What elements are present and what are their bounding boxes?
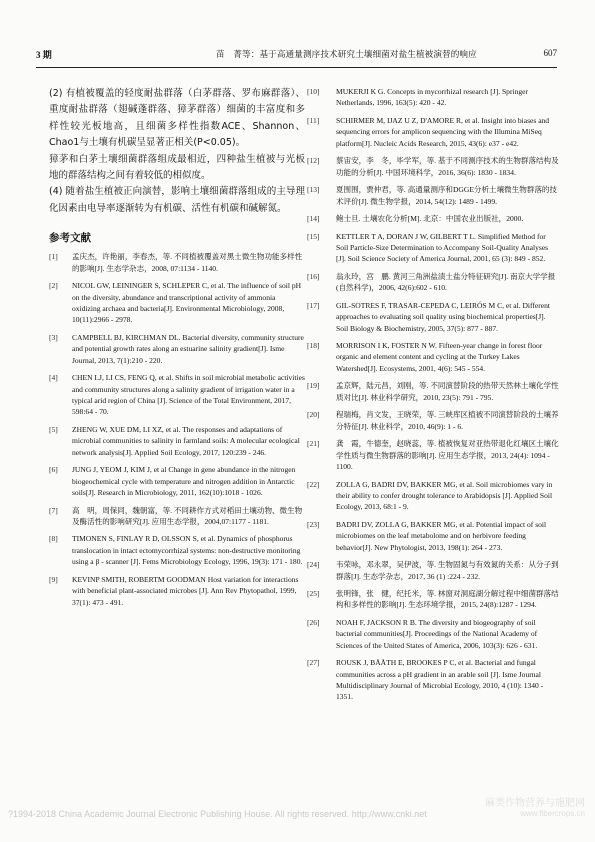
reference-text: KETTLER T A, DORAN J W, GILBERT T L. Simplified Method for Soil Particle-Size Determination to Accompany Soil-Quality Analyses [J]. Soil Science Society of America Journal, 2001, 65 (3): 849 - 852. — [336, 231, 549, 264]
reference-text: 龚 霞，牛德奎，赵晓蕊，等. 植被恢复对亚热带退化红壤区土壤化学性质与微生物群落的影响[J]. 应用生态学报，2013, 24(4): 1094 - 1100. — [336, 439, 559, 471]
reference-text: ROUSK J, BÅÅTH E, BROOKES P C, et al. Bacterial and fungal communities across a pH gradient in an arable soil [J]. Isme Journal Multidisciplinary Journal of Microbial Ecology, 2010, 4 (10): 1340 - 1351. — [336, 658, 544, 702]
reference-item — [307, 213, 559, 224]
reference-number: [7] — [49, 505, 58, 515]
reference-text: 孟京辉，陆元昌，刘刚，等. 不同演替阶段的热带天然林土壤化学性质对比[J]. 林业科学研究，2010, 23(5): 791 - 795. — [336, 381, 559, 402]
reference-number: [12] — [307, 156, 320, 166]
reference-number: [10] — [307, 87, 320, 96]
reference-text: 蔡宙安，李 冬，毕学军，等. 基于不同测序技术的生物群落结构及功能的分析[J]. 中国环境科学，2016, 36(6): 1830 - 1834. — [336, 156, 559, 177]
issue-number: 3 期 — [36, 50, 52, 60]
reference-text: MORRISON I K, FOSTER N W. Fifteen-year change in forest floor organic and element content and cycling at the Turkey Lakes Watershed[J]. Ecosystems, 2001, 4(6): 545 - 554. — [336, 341, 543, 373]
reference-item — [307, 617, 559, 651]
right-column — [307, 86, 559, 709]
reference-item — [49, 505, 305, 528]
reference-item — [307, 409, 559, 432]
reference-number: [21] — [307, 439, 320, 449]
reference-number: [11] — [307, 115, 320, 125]
references-heading: 参考文献 — [49, 232, 91, 245]
reference-text: 鲍士旦. 土壤农化分析[M]. 北京：中国农业出版社，2000. — [336, 214, 524, 224]
reference-item — [307, 86, 559, 109]
reference-number: [13] — [307, 185, 320, 195]
conclusion-paragraph-3: 獐茅和白茅土壤细菌群落组成最相近，四种盐生植被与光板地的群落结构之间有着较低的相似度。 — [49, 153, 305, 182]
reference-item — [307, 588, 559, 611]
reference-number: [4] — [49, 373, 58, 383]
reference-item — [307, 155, 559, 178]
reference-item — [307, 300, 559, 334]
reference-number: [26] — [307, 617, 320, 627]
watermark-url: www.fibercrops.cn — [520, 809, 585, 818]
reference-item — [307, 115, 559, 149]
reference-number: [5] — [49, 424, 58, 434]
reference-item — [49, 372, 305, 418]
reference-text: 夏围围，贾仲君，等. 高通量测序和DGGE分析土壤微生物群落的技术评价[J]. 微生物学报，2014, 54(12): 1489 - 1499. — [336, 185, 557, 206]
reference-text: KEVINP SMITH, ROBERTM GOODMAN Host variation for interactions with beneficial plant-associated microbes [J]. Ann Rev Phytopathol, 1999, 37(1): 473 - 491. — [72, 574, 299, 607]
watermark-text: 麻类作物营养与施肥网 — [485, 798, 585, 809]
reference-number: [25] — [307, 589, 320, 599]
reference-item — [307, 559, 559, 582]
reference-number: [3] — [49, 332, 58, 342]
reference-number: [15] — [307, 231, 320, 241]
reference-item — [49, 574, 305, 608]
reference-text: NOAH F, JACKSON R B. The diversity and biogeography of soil bacterial communities[J]. Proceedings of the National Academy of Sciences of the United States of America, 2006, 103(3): 626 - 631. — [336, 617, 538, 650]
reference-number: [9] — [49, 574, 58, 584]
page-header — [36, 45, 557, 63]
conclusion-paragraph-4: (4) 随着盐生植被正向演替，影响土壤细菌群落组成的主导理化因素由电导率逐渐转为有机碳、活性有机碳和碱解氮。 — [49, 186, 305, 214]
reference-text: BADRI DV, ZOLLA G, BAKKER MG, et al. Potential impact of soil microbiomes on the leaf metabolome and on herbivore feeding behavior[J]. New Phytologist, 2013, 198(1): 264 - 273. — [336, 519, 547, 552]
reference-text: 程瑞梅，肖文发，王晓荣，等. 三峡库区植被不同演替阶段的土壤养分特征[J]. 林业科学，2010, 46(9): 1 - 6. — [336, 410, 559, 431]
reference-item — [49, 533, 305, 567]
reference-number: [1] — [49, 252, 58, 262]
reference-item — [307, 271, 559, 294]
reference-number: [2] — [49, 281, 58, 291]
reference-item — [307, 380, 559, 403]
reference-item — [307, 340, 559, 374]
reference-text: SCHIRMER M, IJAZ U Z, D'AMORE R, et al. Insight into biases and sequencing errors for amplicon sequencing with the Illumina MiSeq platform[J]. Nucleic Acids Research, 2015, 43(6): e37 - e42. — [336, 115, 550, 148]
reference-number: [18] — [307, 341, 320, 351]
reference-number: [27] — [307, 658, 320, 668]
reference-item — [307, 438, 559, 472]
reference-item — [307, 479, 559, 513]
reference-text: ZOLLA G, BADRI DV, BAKKER MG, et al. Soil microbiomes vary in their ability to confer drought tolerance to Arabidopsis [J]. Applied Soil Ecology, 2013, 68:1 - 9. — [336, 479, 553, 512]
reference-item — [49, 424, 305, 458]
reference-item — [49, 464, 305, 498]
reference-text: GIL-SOTRES F, TRASAR-CEPEDA C, LEIRÓS M C, et al. Different approaches to evaluating soil quality using biochemical properties[J]. Soil Biology & Biochemistry, 2005, 37(5): 877 - 887. — [336, 300, 550, 333]
reference-item — [49, 251, 305, 274]
reference-text: CAMPBELL BJ, KIRCHMAN DL. Bacterial diversity, community structure and potential growth rates along an estuarine salinity gradient[J]. Isme Journal, 2013, 7(1):210 - 220. — [72, 332, 304, 365]
reference-item — [49, 280, 305, 326]
running-title: 苗 菁等：基于高通量测序技术研究土壤细菌对盐生植被演替的响应 — [216, 50, 477, 60]
reference-number: [24] — [307, 560, 320, 570]
conclusion-paragraph-2: (2) 有植被覆盖的轻度耐盐群落（白茅群落、罗布麻群落）、重度耐盐群落（翅碱蓬群落、獐茅群落）细菌的丰富度和多样性较光板地高，且细菌多样性指数ACE、Shannon、Chao1与土壤有机碳呈显著正相关(P<0.05)。 — [49, 88, 305, 149]
reference-number: [6] — [49, 465, 58, 475]
reference-item — [307, 657, 559, 703]
page-number: 607 — [543, 48, 557, 58]
reference-number: [16] — [307, 271, 320, 281]
copyright-notice: ?1994-2018 China Academic Journal Electronic Publishing House. All rights reserved. http://www.cnki.net — [8, 809, 427, 819]
reference-text: MUKERJI K G. Concepts in mycorrhizal research [J]. Springer Netherlands, 1996, 163(5): 420 - 42. — [336, 87, 528, 108]
reference-item — [307, 519, 559, 553]
reference-number: [20] — [307, 410, 320, 420]
reference-number: [14] — [307, 214, 320, 224]
reference-item — [307, 231, 559, 265]
reference-text: 翁永玲，宫 鹏. 黄河三角洲盐渍土盐分特征研究[J]. 南京大学学报(自然科学)，2006, 42(6):602 - 610. — [336, 271, 556, 293]
reference-text: JUNG J, YEOM J, KIM J, et al Change in gene abundance in the nitrogen biogeochemical cycle with temperature and nitrogen addition in Antarctic soils[J]. Research in Microbiology, 2011, 162(10):1018 - 1026. — [72, 465, 296, 498]
reference-number: [17] — [307, 300, 320, 310]
reference-item — [307, 184, 559, 207]
reference-text: CHEN LJ, LI CS, FENG Q, et al. Shifts in soil microbial metabolic activities and community structures along a salinity gradient of irrigation water in a typical arid region of China [J]. Science of the Total Environment, 2017, 598:64 - 70. — [72, 373, 305, 417]
reference-number: [19] — [307, 381, 320, 391]
reference-number: [23] — [307, 519, 320, 529]
page-footer — [0, 798, 595, 824]
reference-text: ZHENG W, XUE DM, LI XZ, et al. The responses and adaptations of microbial communities to salinity in farmland soils: A molecular ecological network analysis[J]. Applied Soil Ecology, 2017, 120:239 - 246. — [72, 424, 300, 457]
reference-text: TIMONEN S, FINLAY R D, OLSSON S, et al. Dynamics of phosphorus translocation in intact ectomycorrhizal systems: non-destructive monitoring using a β - scanner [J]. Fems Microbiology Ecology, 1996, 19(3): 171 - 180. — [72, 534, 303, 567]
reference-text: 张明锋，张 健，纪托米，等. 林窗对洞庭湖分解过程中细菌群落结构和多样性的影响[J]. 生态环境学报，2015, 24(8):1287 - 1294. — [336, 589, 559, 610]
left-column — [49, 86, 305, 614]
reference-number: [22] — [307, 479, 320, 489]
reference-text: 韦荣咏，邓永翠，吴伊波，等. 生物固氮与有效氮的关系：从分子到群落[J]. 生态学杂志，2017, 36 (1) :224 - 232. — [336, 560, 559, 581]
reference-text: NICOL GW, LEININGER S, SCHLEPER C, et al. The influence of soil pH on the diversity, abundance and transcriptional activity of ammonia oxidizing archaea and bacteria[J]. Environmental Microbiology, 2008, 10(11):2966 - 2978. — [72, 281, 302, 325]
reference-text: 孟庆杰，许艳丽，李春杰，等. 不同植被覆盖对黑土微生物功能多样性的影响[J]. 生态学杂志，2008, 07:1134 - 1140. — [72, 252, 303, 273]
header-rule — [36, 67, 557, 68]
reference-text: 高 明，周保同，魏朝富，等. 不同耕作方式对稻田土壤动物、微生物及酶活性的影响研究[J]. 应用生态学报，2004,07:1177 - 1181. — [72, 505, 303, 526]
reference-item — [49, 332, 305, 366]
reference-number: [8] — [49, 534, 58, 544]
reference-list-right — [307, 86, 559, 703]
reference-list-left — [49, 251, 305, 608]
